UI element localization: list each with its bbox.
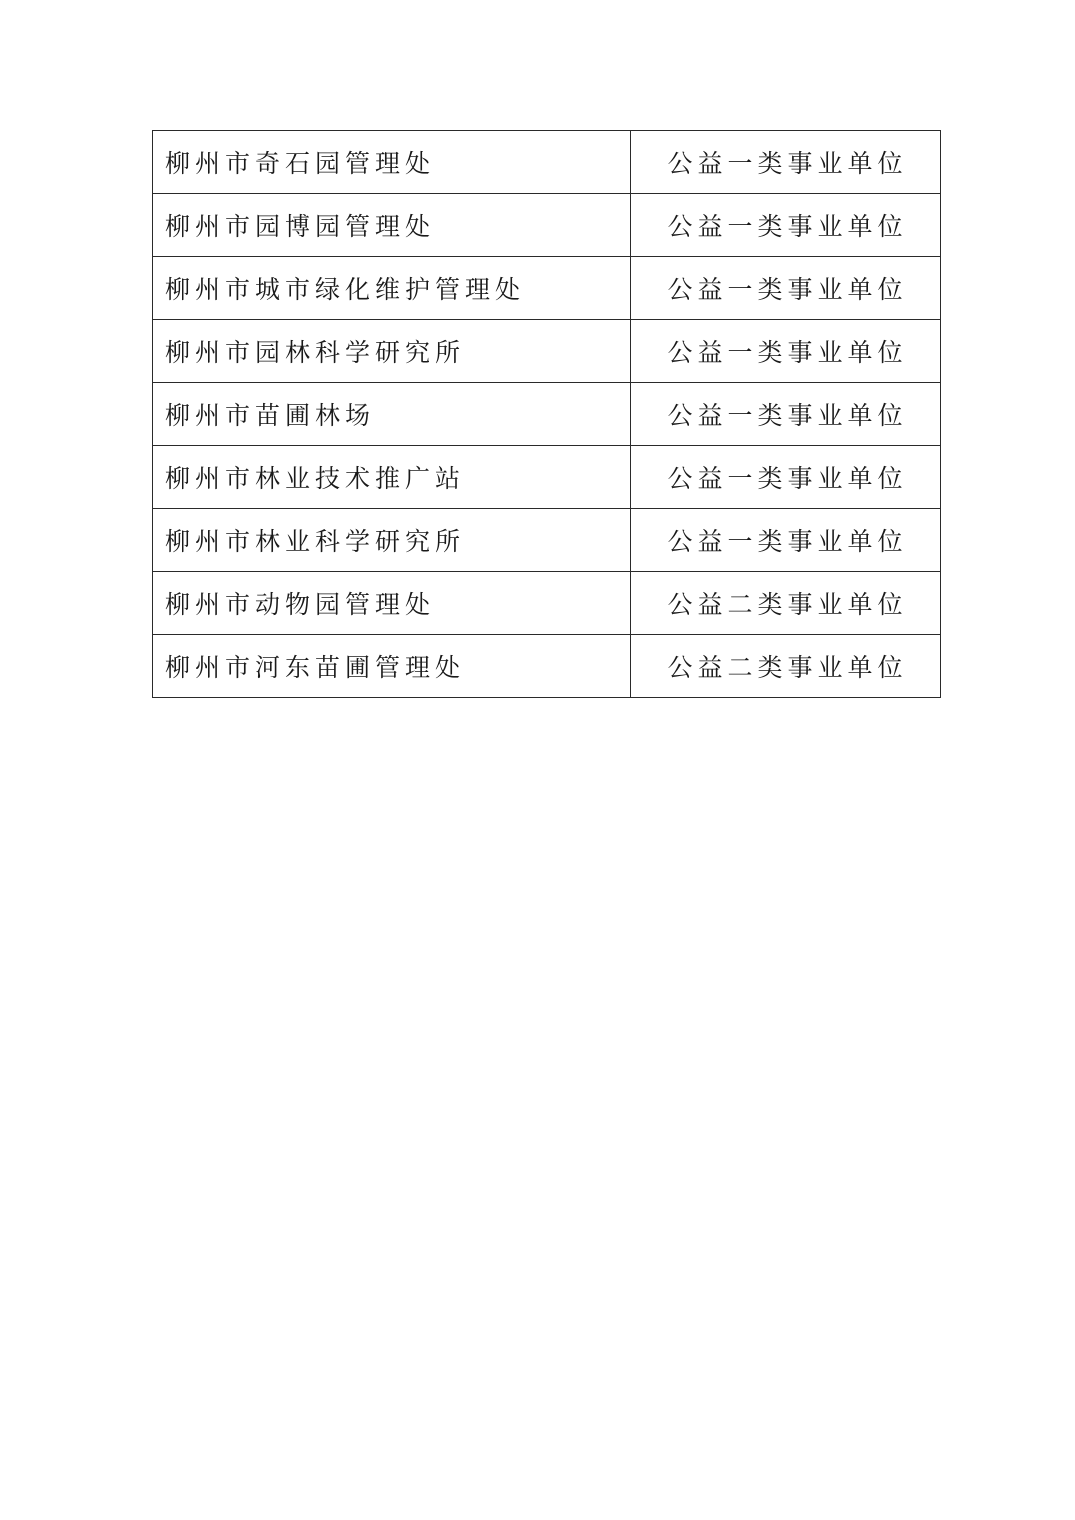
institution-category-cell: 公益一类事业单位 [631,257,941,320]
table-row [153,635,941,698]
institution-category-cell: 公益二类事业单位 [631,635,941,698]
institution-category-cell: 公益一类事业单位 [631,194,941,257]
institution-table [152,130,941,698]
institution-name-cell: 柳州市林业技术推广站 [153,446,631,509]
institution-name-cell: 柳州市河东苗圃管理处 [153,635,631,698]
institution-name-cell: 柳州市城市绿化维护管理处 [153,257,631,320]
institution-name-cell: 柳州市园林科学研究所 [153,320,631,383]
table-row [153,194,941,257]
institution-name-cell: 柳州市林业科学研究所 [153,509,631,572]
institution-category-cell: 公益一类事业单位 [631,383,941,446]
institution-category-cell: 公益一类事业单位 [631,446,941,509]
table-row [153,320,941,383]
institution-name-cell: 柳州市动物园管理处 [153,572,631,635]
table-row [153,572,941,635]
institution-category-cell: 公益一类事业单位 [631,131,941,194]
table-row [153,131,941,194]
institution-name-cell: 柳州市奇石园管理处 [153,131,631,194]
institution-name-cell: 柳州市园博园管理处 [153,194,631,257]
institution-table-body [153,131,941,698]
table-row [153,383,941,446]
institution-category-cell: 公益一类事业单位 [631,509,941,572]
institution-category-cell: 公益二类事业单位 [631,572,941,635]
institution-name-cell: 柳州市苗圃林场 [153,383,631,446]
table-row [153,257,941,320]
institution-category-cell: 公益一类事业单位 [631,320,941,383]
table-row [153,446,941,509]
table-row [153,509,941,572]
